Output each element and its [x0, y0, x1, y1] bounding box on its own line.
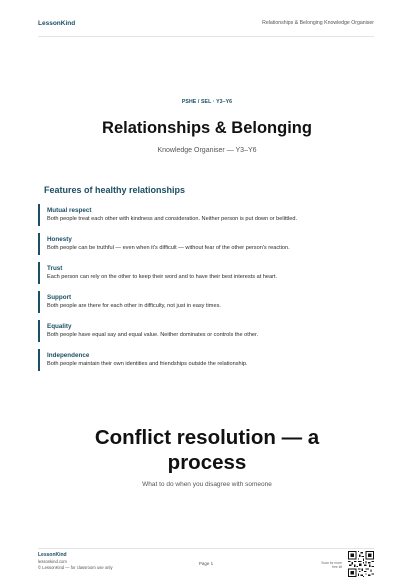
footer-brand: LessonKind — [38, 552, 67, 558]
feature-name: Trust — [47, 265, 63, 272]
page-header — [38, 16, 374, 37]
header-document-title: Relationships & Belonging Knowledge Organiser — [262, 20, 374, 26]
qr-code-icon[interactable] — [348, 551, 374, 577]
feature-honesty — [38, 233, 378, 255]
page-number: Page 1 — [198, 561, 214, 566]
features-heading: Features of healthy relationships — [44, 185, 186, 195]
feature-support — [38, 291, 378, 313]
conflict-subtitle: What to do when you disagree with someone — [142, 481, 272, 488]
feature-name: Mutual respect — [47, 207, 92, 214]
feature-description: Each person can rely on the other to keep their word and to have their best interests at heart. — [47, 274, 278, 280]
feature-name: Equality — [47, 323, 72, 330]
feature-name: Honesty — [47, 236, 72, 243]
feature-mutual-respect — [38, 204, 378, 226]
feature-description: Both people maintain their own identities and friendships outside the relationship. — [47, 361, 248, 367]
conflict-heading: Conflict resolution — a process — [94, 426, 320, 474]
footer-site-link[interactable]: lessonkind.com — [38, 559, 67, 564]
feature-name: Independence — [47, 352, 90, 359]
feature-description: Both people treat each other with kindness and consideration. Neither person is put down or belittled. — [47, 216, 298, 222]
page-subtitle: Knowledge Organiser — Y3–Y6 — [157, 147, 257, 154]
features-list — [38, 204, 378, 378]
feature-equality — [38, 320, 378, 342]
feature-description: Both people can be truthful — even when it's difficult — without fear of the other person's reaction. — [47, 245, 290, 251]
footer-copyright: © LessonKind — for classroom use only — [38, 565, 113, 570]
page-title: Relationships & Belonging — [102, 119, 312, 137]
subject-eyebrow: PSHE / SEL · Y3–Y6 — [181, 99, 233, 105]
brand-name: LessonKind — [38, 19, 76, 27]
feature-description: Both people are there for each other in difficulty, not just in easy times. — [47, 303, 221, 309]
qr-scan-label: Scan for more free kit — [321, 561, 342, 569]
feature-name: Support — [47, 294, 72, 301]
page-footer — [38, 548, 374, 575]
feature-description: Both people have equal say and equal value. Neither dominates or controls the other. — [47, 332, 259, 338]
feature-trust — [38, 262, 378, 284]
feature-independence — [38, 349, 378, 371]
